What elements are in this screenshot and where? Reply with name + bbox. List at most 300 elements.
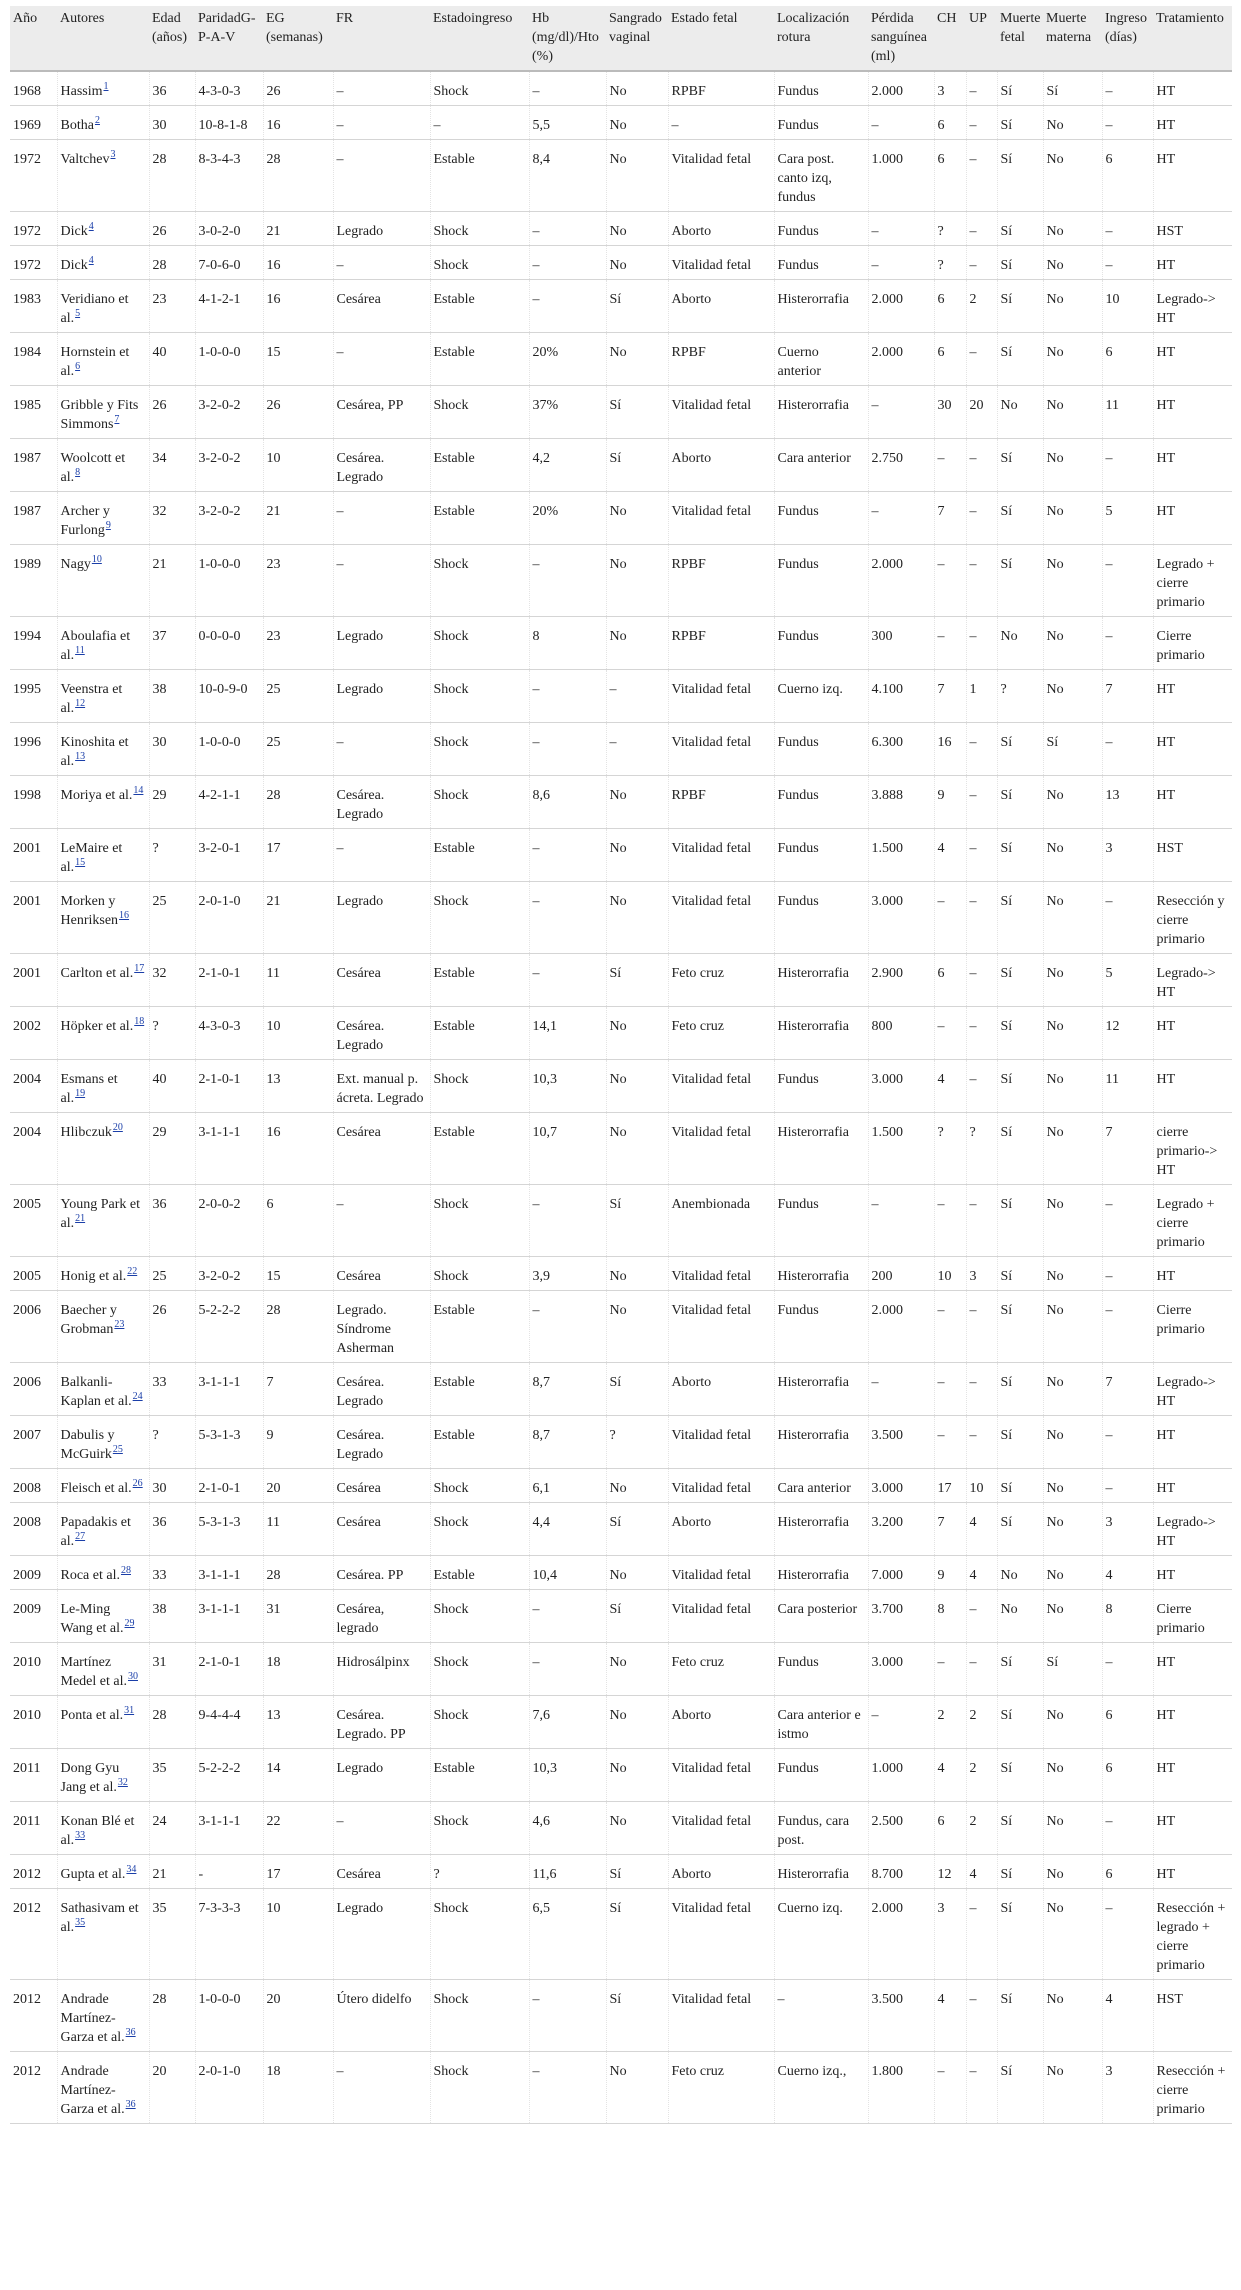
treatment-cell: Legrado-> HT <box>1153 1363 1232 1416</box>
fr-cell: Cesárea. Legrado <box>333 1007 430 1060</box>
maternal-death-cell: No <box>1043 140 1102 212</box>
fetal-death-cell: Sí <box>997 1980 1043 2052</box>
fetal-state-cell: Vitalidad fetal <box>668 829 774 882</box>
up-cell: – <box>966 1643 997 1696</box>
hb-cell: 10,3 <box>529 1060 606 1113</box>
reference-link[interactable]: 18 <box>134 1016 145 1028</box>
hb-cell: 8,4 <box>529 140 606 212</box>
parity-cell: 4-3-0-3 <box>195 1007 263 1060</box>
reference-link[interactable]: 14 <box>133 785 144 797</box>
ch-cell: 3 <box>934 1889 966 1980</box>
fetal-death-cell: Sí <box>997 492 1043 545</box>
parity-cell: 3-2-0-2 <box>195 386 263 439</box>
author-cell <box>57 1060 149 1113</box>
fetal-state-cell: Aborto <box>668 439 774 492</box>
author-name: Carlton et al. <box>60 966 134 981</box>
reference-link[interactable]: 35 <box>75 1917 86 1929</box>
parity-cell: 0-0-0-0 <box>195 617 263 670</box>
fetal-state-cell: Aborto <box>668 1503 774 1556</box>
days-cell: 7 <box>1102 1113 1153 1185</box>
author-name: Martínez Medel et al. <box>60 1655 127 1689</box>
hb-cell: – <box>529 212 606 246</box>
ch-cell: 8 <box>934 1590 966 1643</box>
up-cell: – <box>966 1060 997 1113</box>
treatment-cell: Resección + cierre primario <box>1153 2052 1232 2124</box>
eg-cell: 13 <box>263 1060 333 1113</box>
fr-cell: Cesárea, PP <box>333 386 430 439</box>
parity-cell: 5-2-2-2 <box>195 1291 263 1363</box>
reference-link[interactable]: 19 <box>75 1088 86 1100</box>
reference-link[interactable]: 17 <box>134 963 145 975</box>
reference-link[interactable]: 8 <box>75 467 81 479</box>
state-cell: Shock <box>430 1643 529 1696</box>
maternal-death-cell: No <box>1043 1889 1102 1980</box>
fetal-death-cell: Sí <box>997 2052 1043 2124</box>
maternal-death-cell: No <box>1043 1291 1102 1363</box>
blood-loss-cell: 2.000 <box>868 1889 934 1980</box>
fr-cell: Cesárea. Legrado <box>333 439 430 492</box>
author-name: Andrade Martínez-Garza et al. <box>60 2064 125 2117</box>
column-header-parity: ParidadG-P-A-V <box>195 6 263 71</box>
author-cell <box>57 1363 149 1416</box>
up-cell: – <box>966 1980 997 2052</box>
fr-cell: – <box>333 1802 430 1855</box>
up-cell: – <box>966 617 997 670</box>
state-cell: Shock <box>430 882 529 954</box>
days-cell: 7 <box>1102 670 1153 723</box>
table-row <box>10 2052 1232 2124</box>
maternal-death-cell: No <box>1043 1590 1102 1643</box>
reference-link[interactable]: 1 <box>103 81 109 93</box>
table-row <box>10 1556 1232 1590</box>
maternal-death-cell: No <box>1043 280 1102 333</box>
table-row <box>10 1469 1232 1503</box>
blood-loss-cell: 2.900 <box>868 954 934 1007</box>
maternal-death-cell: No <box>1043 2052 1102 2124</box>
treatment-cell: cierre primario-> HT <box>1153 1113 1232 1185</box>
state-cell: Shock <box>430 617 529 670</box>
eg-cell: 11 <box>263 954 333 1007</box>
hb-cell: 4,4 <box>529 1503 606 1556</box>
reference-link[interactable]: 31 <box>124 1705 135 1717</box>
state-cell: Estable <box>430 829 529 882</box>
author-cell <box>57 1643 149 1696</box>
blood-loss-cell: 1.500 <box>868 829 934 882</box>
author-cell <box>57 1113 149 1185</box>
up-cell: 2 <box>966 1749 997 1802</box>
parity-cell: 10-8-1-8 <box>195 106 263 140</box>
age-cell: 28 <box>149 1696 195 1749</box>
age-cell: 29 <box>149 776 195 829</box>
reference-link[interactable]: 4 <box>88 255 94 267</box>
age-cell: 40 <box>149 1060 195 1113</box>
fetal-state-cell: Vitalidad fetal <box>668 1291 774 1363</box>
fetal-death-cell: Sí <box>997 1060 1043 1113</box>
maternal-death-cell: No <box>1043 1007 1102 1060</box>
hb-cell: 10,3 <box>529 1749 606 1802</box>
bleeding-cell: Sí <box>606 1889 668 1980</box>
blood-loss-cell: – <box>868 492 934 545</box>
blood-loss-cell: 1.500 <box>868 1113 934 1185</box>
reference-link[interactable]: 11 <box>75 645 85 657</box>
hb-cell: – <box>529 545 606 617</box>
year-cell: 1994 <box>10 617 57 670</box>
ch-cell: – <box>934 1643 966 1696</box>
age-cell: 21 <box>149 1855 195 1889</box>
reference-link[interactable]: 36 <box>125 2099 136 2111</box>
table-row <box>10 882 1232 954</box>
treatment-cell: HT <box>1153 106 1232 140</box>
reference-link[interactable]: 26 <box>132 1478 143 1490</box>
state-cell: Shock <box>430 1590 529 1643</box>
location-cell: Histerorrafia <box>774 1257 868 1291</box>
header-row <box>10 6 1232 71</box>
reference-link[interactable]: 30 <box>127 1671 138 1683</box>
year-cell: 1983 <box>10 280 57 333</box>
eg-cell: 20 <box>263 1469 333 1503</box>
blood-loss-cell: 1.000 <box>868 1749 934 1802</box>
eg-cell: 18 <box>263 1643 333 1696</box>
hb-cell: – <box>529 1980 606 2052</box>
maternal-death-cell: No <box>1043 1469 1102 1503</box>
bleeding-cell: Sí <box>606 1590 668 1643</box>
table-row <box>10 1257 1232 1291</box>
reference-link[interactable]: 16 <box>119 910 130 922</box>
reference-link[interactable]: 29 <box>124 1618 135 1630</box>
up-cell: 2 <box>966 1802 997 1855</box>
year-cell: 1968 <box>10 71 57 106</box>
author-cell <box>57 1007 149 1060</box>
author-cell <box>57 1696 149 1749</box>
author-cell <box>57 212 149 246</box>
year-cell: 2009 <box>10 1556 57 1590</box>
up-cell: – <box>966 1363 997 1416</box>
state-cell: Shock <box>430 246 529 280</box>
author-name: Gupta et al. <box>60 1867 126 1882</box>
author-cell <box>57 386 149 439</box>
maternal-death-cell: No <box>1043 1060 1102 1113</box>
parity-cell: 2-0-1-0 <box>195 2052 263 2124</box>
fetal-state-cell: Vitalidad fetal <box>668 1802 774 1855</box>
author-name: Andrade Martínez-Garza et al. <box>60 1992 125 2045</box>
blood-loss-cell: – <box>868 1363 934 1416</box>
treatment-cell: HST <box>1153 1980 1232 2052</box>
hb-cell: – <box>529 670 606 723</box>
reference-link[interactable]: 4 <box>88 221 94 233</box>
parity-cell: 3-1-1-1 <box>195 1590 263 1643</box>
fetal-state-cell: RPBF <box>668 545 774 617</box>
fetal-death-cell: Sí <box>997 545 1043 617</box>
bleeding-cell: Sí <box>606 954 668 1007</box>
reference-link[interactable]: 21 <box>75 1213 86 1225</box>
location-cell: Fundus <box>774 723 868 776</box>
up-cell: 2 <box>966 280 997 333</box>
column-header-authors: Autores <box>57 6 149 71</box>
days-cell: – <box>1102 545 1153 617</box>
age-cell: 25 <box>149 1257 195 1291</box>
location-cell: Fundus, cara post. <box>774 1802 868 1855</box>
fr-cell: Legrado. Síndrome Asherman <box>333 1291 430 1363</box>
reference-link[interactable]: 5 <box>75 308 81 320</box>
reference-link[interactable]: 32 <box>117 1777 128 1789</box>
parity-cell: 2-1-0-1 <box>195 1060 263 1113</box>
blood-loss-cell: 3.888 <box>868 776 934 829</box>
location-cell: Fundus <box>774 776 868 829</box>
bleeding-cell: Sí <box>606 1980 668 2052</box>
blood-loss-cell: 2.500 <box>868 1802 934 1855</box>
days-cell: 10 <box>1102 280 1153 333</box>
days-cell: – <box>1102 1257 1153 1291</box>
state-cell: Estable <box>430 1113 529 1185</box>
days-cell: 3 <box>1102 829 1153 882</box>
location-cell: Cara posterior <box>774 1590 868 1643</box>
fr-cell: Cesárea. Legrado <box>333 1363 430 1416</box>
state-cell: Shock <box>430 1185 529 1257</box>
author-name: Fleisch et al. <box>60 1481 132 1496</box>
age-cell: 26 <box>149 1291 195 1363</box>
author-name: Esmans et al. <box>60 1072 118 1106</box>
author-name: Nagy <box>60 557 91 572</box>
hb-cell: 20% <box>529 333 606 386</box>
fetal-state-cell: Feto cruz <box>668 954 774 1007</box>
treatment-cell: HST <box>1153 829 1232 882</box>
author-cell <box>57 2052 149 2124</box>
case-reports-table <box>10 6 1232 2124</box>
fr-cell: Cesárea <box>333 1855 430 1889</box>
table-row <box>10 1696 1232 1749</box>
up-cell: – <box>966 1416 997 1469</box>
state-cell: Shock <box>430 1503 529 1556</box>
treatment-cell: HT <box>1153 1855 1232 1889</box>
blood-loss-cell: – <box>868 106 934 140</box>
reference-link[interactable]: 24 <box>132 1391 143 1403</box>
hb-cell: 7,6 <box>529 1696 606 1749</box>
state-cell: Shock <box>430 1060 529 1113</box>
reference-link[interactable]: 27 <box>75 1531 86 1543</box>
reference-link[interactable]: 23 <box>114 1319 125 1331</box>
reference-link[interactable]: 22 <box>127 1266 138 1278</box>
location-cell: Histerorrafia <box>774 1363 868 1416</box>
maternal-death-cell: No <box>1043 1855 1102 1889</box>
location-cell: Fundus <box>774 492 868 545</box>
hb-cell: 10,7 <box>529 1113 606 1185</box>
fr-cell: – <box>333 2052 430 2124</box>
hb-cell: 14,1 <box>529 1007 606 1060</box>
location-cell: Fundus <box>774 106 868 140</box>
author-cell <box>57 246 149 280</box>
eg-cell: 16 <box>263 1113 333 1185</box>
year-cell: 2012 <box>10 2052 57 2124</box>
reference-link[interactable]: 34 <box>126 1864 137 1876</box>
eg-cell: 14 <box>263 1749 333 1802</box>
bleeding-cell: No <box>606 71 668 106</box>
age-cell: ? <box>149 829 195 882</box>
table-row <box>10 1802 1232 1855</box>
reference-link[interactable]: 2 <box>94 115 100 127</box>
reference-link[interactable]: 33 <box>75 1830 86 1842</box>
parity-cell: 4-2-1-1 <box>195 776 263 829</box>
eg-cell: 11 <box>263 1503 333 1556</box>
eg-cell: 31 <box>263 1590 333 1643</box>
days-cell: 6 <box>1102 1749 1153 1802</box>
blood-loss-cell: 2.000 <box>868 333 934 386</box>
blood-loss-cell: 3.000 <box>868 1469 934 1503</box>
fr-cell: Cesárea <box>333 954 430 1007</box>
reference-link[interactable]: 3 <box>110 149 116 161</box>
state-cell: Estable <box>430 1556 529 1590</box>
blood-loss-cell: – <box>868 386 934 439</box>
parity-cell: 4-1-2-1 <box>195 280 263 333</box>
hb-cell: 3,9 <box>529 1257 606 1291</box>
up-cell: – <box>966 2052 997 2124</box>
location-cell: Fundus <box>774 246 868 280</box>
reference-link[interactable]: 9 <box>105 520 111 532</box>
days-cell: 3 <box>1102 2052 1153 2124</box>
fr-cell: Cesárea, legrado <box>333 1590 430 1643</box>
up-cell: – <box>966 882 997 954</box>
fetal-state-cell: Vitalidad fetal <box>668 492 774 545</box>
bleeding-cell: No <box>606 333 668 386</box>
age-cell: 31 <box>149 1643 195 1696</box>
parity-cell: 8-3-4-3 <box>195 140 263 212</box>
bleeding-cell: Sí <box>606 1503 668 1556</box>
table-row <box>10 1291 1232 1363</box>
days-cell: – <box>1102 1643 1153 1696</box>
up-cell: – <box>966 1889 997 1980</box>
fetal-state-cell: RPBF <box>668 71 774 106</box>
parity-cell: 7-3-3-3 <box>195 1889 263 1980</box>
table-row <box>10 246 1232 280</box>
year-cell: 2006 <box>10 1363 57 1416</box>
fr-cell: – <box>333 246 430 280</box>
table-row <box>10 1113 1232 1185</box>
hb-cell: – <box>529 71 606 106</box>
location-cell: Cara anterior e istmo <box>774 1696 868 1749</box>
age-cell: 28 <box>149 140 195 212</box>
eg-cell: 21 <box>263 212 333 246</box>
maternal-death-cell: No <box>1043 1556 1102 1590</box>
bleeding-cell: No <box>606 1291 668 1363</box>
fetal-state-cell: Vitalidad fetal <box>668 1469 774 1503</box>
maternal-death-cell: No <box>1043 776 1102 829</box>
table-header <box>10 6 1232 71</box>
table-row <box>10 954 1232 1007</box>
parity-cell: 1-0-0-0 <box>195 1980 263 2052</box>
reference-link[interactable]: 15 <box>75 857 86 869</box>
fetal-death-cell: Sí <box>997 140 1043 212</box>
reference-link[interactable]: 6 <box>75 361 81 373</box>
parity-cell: 3-1-1-1 <box>195 1113 263 1185</box>
hb-cell: – <box>529 829 606 882</box>
days-cell: – <box>1102 1416 1153 1469</box>
fr-cell: Legrado <box>333 212 430 246</box>
table-row <box>10 1749 1232 1802</box>
age-cell: 32 <box>149 492 195 545</box>
age-cell: 38 <box>149 1590 195 1643</box>
location-cell: Fundus <box>774 212 868 246</box>
maternal-death-cell: No <box>1043 246 1102 280</box>
maternal-death-cell: No <box>1043 1980 1102 2052</box>
ch-cell: – <box>934 1363 966 1416</box>
column-header-fetal-state: Estado fetal <box>668 6 774 71</box>
location-cell: Histerorrafia <box>774 1113 868 1185</box>
ch-cell: 7 <box>934 1503 966 1556</box>
fetal-state-cell: Vitalidad fetal <box>668 1980 774 2052</box>
ch-cell: 6 <box>934 140 966 212</box>
treatment-cell: HT <box>1153 1007 1232 1060</box>
fetal-state-cell: Feto cruz <box>668 2052 774 2124</box>
state-cell: Estable <box>430 1416 529 1469</box>
parity-cell: 9-4-4-4 <box>195 1696 263 1749</box>
reference-link[interactable]: 36 <box>125 2027 136 2039</box>
hb-cell: – <box>529 246 606 280</box>
reference-link[interactable]: 10 <box>91 554 102 566</box>
hb-cell: 8,7 <box>529 1416 606 1469</box>
days-cell: 5 <box>1102 492 1153 545</box>
up-cell: 4 <box>966 1855 997 1889</box>
table-row <box>10 1855 1232 1889</box>
up-cell: – <box>966 140 997 212</box>
maternal-death-cell: No <box>1043 882 1102 954</box>
hb-cell: 8 <box>529 617 606 670</box>
maternal-death-cell: No <box>1043 1503 1102 1556</box>
state-cell: ? <box>430 1855 529 1889</box>
reference-link[interactable]: 7 <box>114 414 120 426</box>
author-cell <box>57 1503 149 1556</box>
blood-loss-cell: 2.750 <box>868 439 934 492</box>
author-name: Kinoshita et al. <box>60 735 129 769</box>
bleeding-cell: No <box>606 1060 668 1113</box>
bleeding-cell: ? <box>606 1416 668 1469</box>
parity-cell: 7-0-6-0 <box>195 246 263 280</box>
eg-cell: 21 <box>263 882 333 954</box>
fetal-state-cell: Vitalidad fetal <box>668 1590 774 1643</box>
fetal-state-cell: Vitalidad fetal <box>668 1416 774 1469</box>
fetal-death-cell: Sí <box>997 1855 1043 1889</box>
ch-cell: 6 <box>934 333 966 386</box>
author-cell <box>57 1802 149 1855</box>
reference-link[interactable]: 13 <box>75 751 86 763</box>
reference-link[interactable]: 25 <box>112 1444 123 1456</box>
treatment-cell: HT <box>1153 1696 1232 1749</box>
eg-cell: 17 <box>263 1855 333 1889</box>
fr-cell: – <box>333 829 430 882</box>
fetal-state-cell: Aborto <box>668 1363 774 1416</box>
location-cell: Cara post. canto izq, fundus <box>774 140 868 212</box>
treatment-cell: HT <box>1153 71 1232 106</box>
year-cell: 2001 <box>10 882 57 954</box>
reference-link[interactable]: 12 <box>75 698 86 710</box>
blood-loss-cell: 7.000 <box>868 1556 934 1590</box>
reference-link[interactable]: 20 <box>112 1122 123 1134</box>
treatment-cell: HT <box>1153 776 1232 829</box>
state-cell: Shock <box>430 1469 529 1503</box>
reference-link[interactable]: 28 <box>120 1565 131 1577</box>
location-cell: Histerorrafia <box>774 1007 868 1060</box>
bleeding-cell: Sí <box>606 1363 668 1416</box>
days-cell: 11 <box>1102 1060 1153 1113</box>
table-row <box>10 106 1232 140</box>
parity-cell: 3-2-0-2 <box>195 492 263 545</box>
days-cell: 6 <box>1102 1855 1153 1889</box>
treatment-cell: Legrado + cierre primario <box>1153 1185 1232 1257</box>
treatment-cell: HT <box>1153 1802 1232 1855</box>
parity-cell: 5-2-2-2 <box>195 1749 263 1802</box>
fetal-state-cell: Feto cruz <box>668 1007 774 1060</box>
year-cell: 2011 <box>10 1749 57 1802</box>
fr-cell: – <box>333 106 430 140</box>
author-name: Gribble y Fits Simmons <box>60 398 139 432</box>
